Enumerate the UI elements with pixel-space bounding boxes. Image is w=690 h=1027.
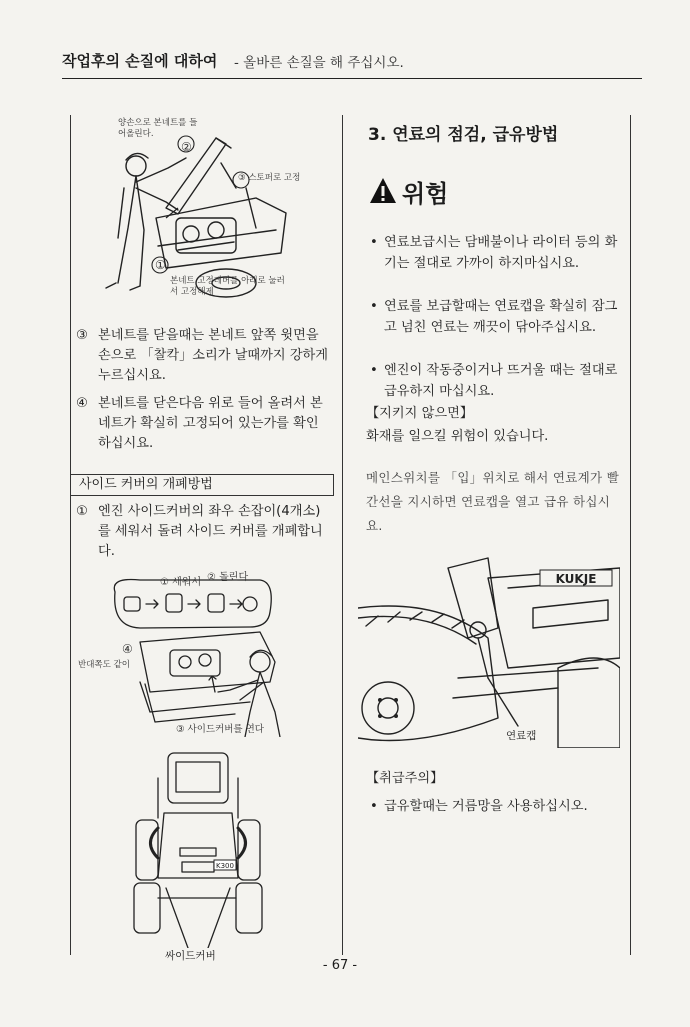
fig2-label-reverse: 반대쪽도 같이	[78, 660, 130, 670]
danger-bullet-2: • 연료를 보급할때는 연료캡을 확실히 잠그고 넘친 연료는 깨끗이 닦아주십시요.	[370, 299, 618, 335]
warn-heading: 【지키지 않으면】	[366, 406, 474, 421]
page-header	[62, 42, 642, 79]
side-cover-title-box: 사이드 커버의 개폐방법	[70, 474, 334, 496]
fig1-circle-1: ①	[155, 258, 166, 272]
danger-bullet-3: • 엔진이 작동중이거나 뜨거울 때는 절대로 급유하지 마십시요.	[370, 363, 618, 399]
fig3-plate-text: K300	[216, 862, 234, 870]
fig2-label-turn: ② 돌린다	[207, 572, 249, 583]
step-4-check-bonnet: ④ 본네트를 닫은다음 위로 들어 올려서 본네트가 확실히 고정되어 있는가를 확인하십시요.	[76, 396, 323, 451]
fig1-circle-2: ②	[181, 140, 192, 154]
fuel-cap-illustration	[358, 548, 620, 748]
caution-bullet: • 급유할때는 거름망을 사용하십시오.	[370, 799, 588, 814]
side-cover-handle-illustration	[100, 572, 322, 737]
warning-triangle-icon	[368, 176, 398, 206]
right-column-rule	[630, 115, 631, 955]
left-column-rule	[70, 115, 71, 955]
warn-text: 화재를 일으킬 위험이 있습니다.	[366, 429, 549, 444]
fig2-label-raise: ① 세워서	[160, 577, 202, 588]
header-title: 작업후의 손질에 대하여	[62, 52, 218, 70]
side-cover-step-1: ① 엔진 사이드커버의 좌우 손잡이(4개소)를 세워서 돌려 사이드 커버를 개폐합니다.	[76, 504, 323, 559]
page-number: - 67 -	[322, 958, 358, 973]
fig1-label-lever: 본네트 고정레버를 아래로 눌러서 고정해제	[170, 276, 285, 298]
fig1-label-stay: ③ 스토퍼로 고정	[238, 173, 301, 183]
section-title: 3. 연료의 점검, 급유방법	[368, 125, 559, 145]
danger-bullet-1: • 연료보급시는 담배불이나 라이터 등의 화기는 절대로 가까이 하지마십시요.	[370, 235, 618, 271]
fig2-circle-4: ④	[122, 642, 133, 656]
fig-brand-text: KUKJE	[555, 572, 597, 586]
step-3-close-bonnet: ③ 본네트를 닫을때는 본네트 앞쪽 윗면을 손으로 「찰칵」소리가 날때까지 강하게 누르십시요.	[76, 328, 329, 383]
fuel-cap-label: 연료캡	[506, 730, 537, 742]
tractor-front-illustration	[128, 748, 268, 948]
center-column-rule	[342, 115, 343, 955]
header-subtitle: - 올바른 손질을 해 주십시오.	[234, 55, 404, 71]
fig3-label-side-cover: 싸이드커버	[165, 950, 216, 962]
refuel-instruction: 메인스위치를 「입」위치로 해서 연료계가 빨간선을 지시하면 연료캡을 열고 급유 하십시요.	[366, 470, 620, 533]
fig2-label-open: ③ 사이드커버를 연다	[176, 724, 264, 735]
danger-label: 위험	[402, 180, 449, 208]
fig1-label-lift: 양손으로 본네트를 들어올린다.	[118, 118, 198, 140]
caution-heading: 【취급주의】	[366, 771, 444, 786]
